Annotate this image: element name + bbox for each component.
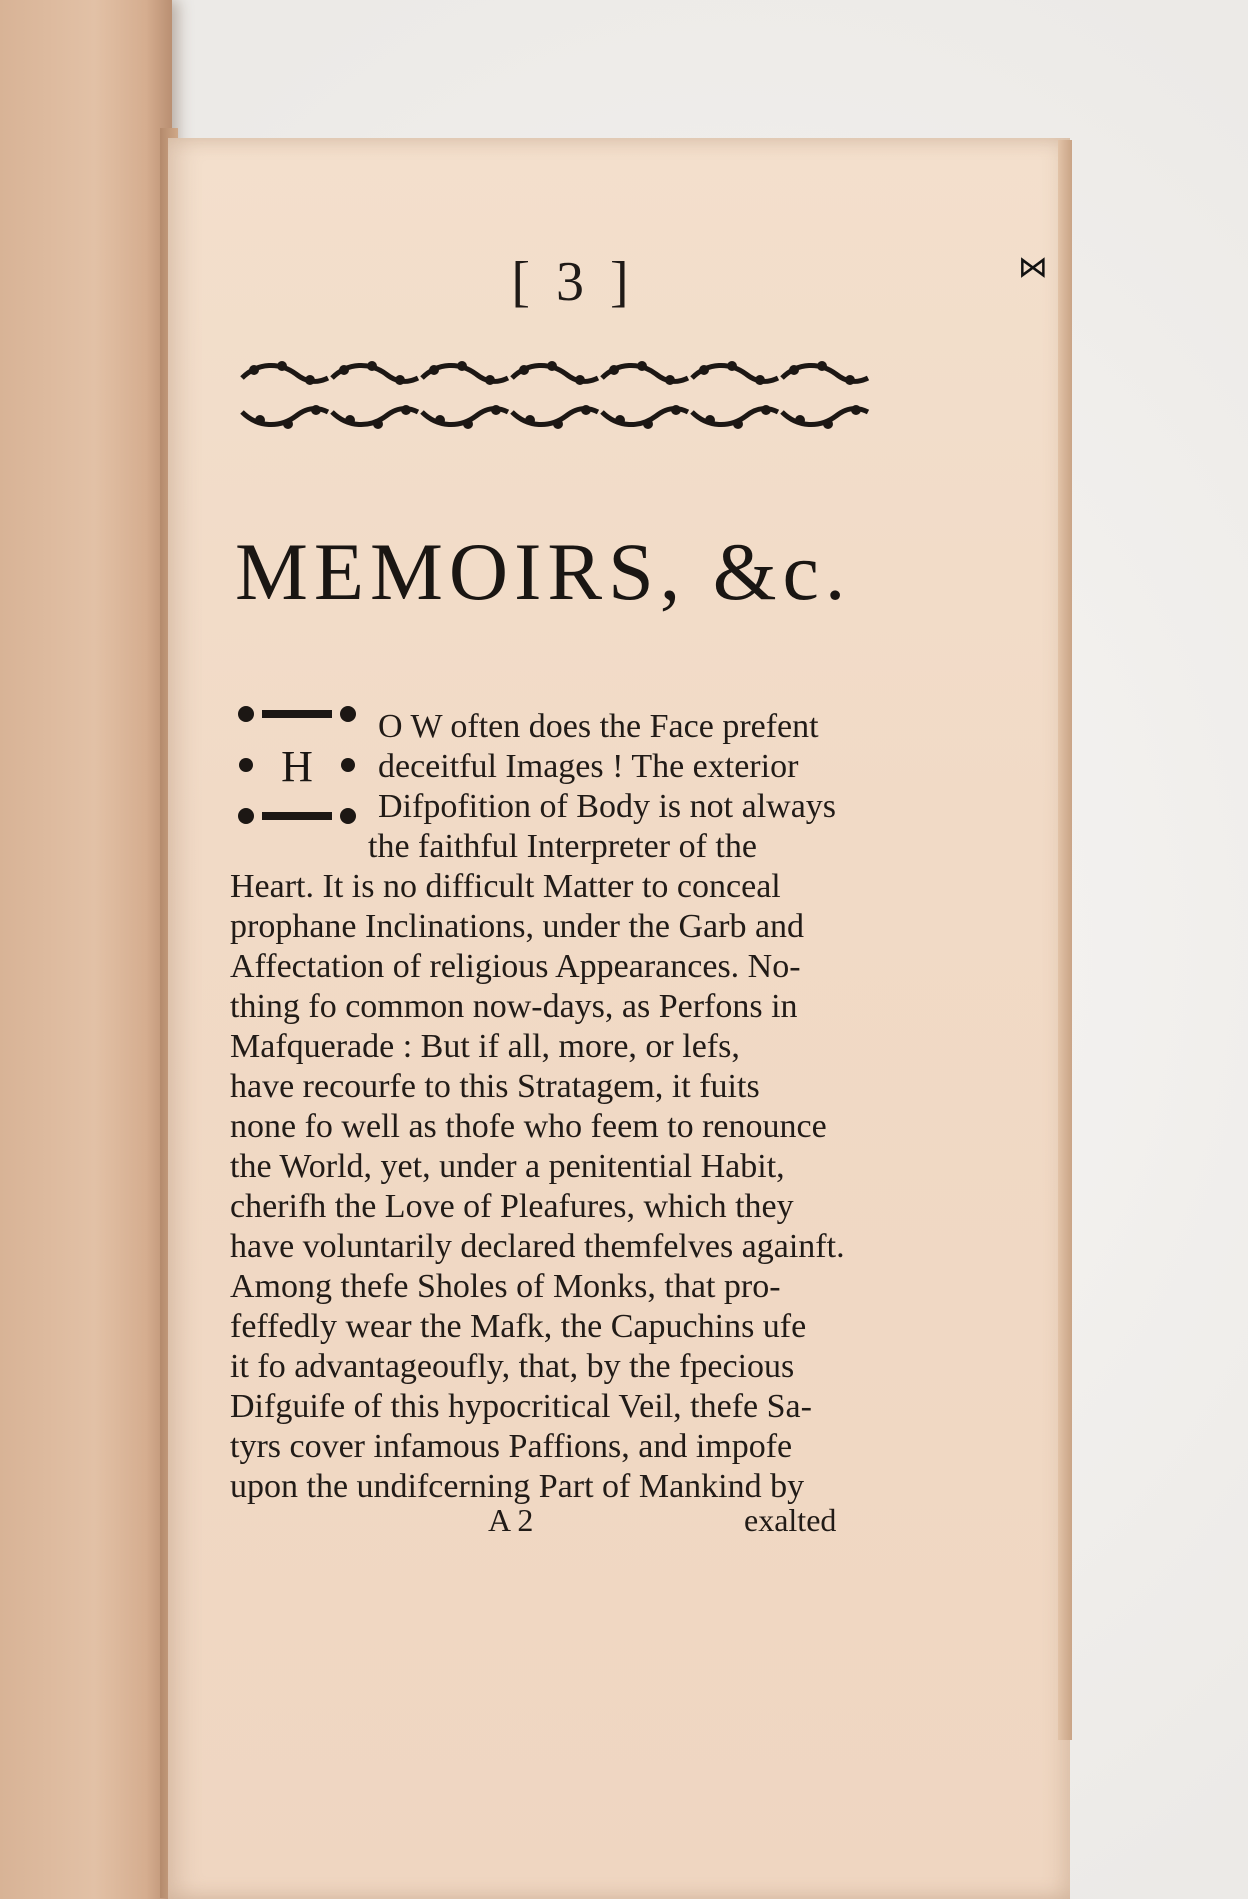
text-line: thing fo common now-days, as Perfons in — [230, 988, 798, 1025]
text-line: upon the undifcerning Part of Mankind by — [230, 1468, 805, 1505]
drop-cap-letter: H — [281, 742, 313, 791]
text-line: cherifh the Love of Pleafures, which they — [230, 1188, 794, 1225]
ornament-band — [240, 355, 870, 437]
text-line: Difpofition of Body is not always — [378, 788, 837, 825]
text-line: Mafquerade : But if all, more, or lefs, — [230, 1028, 740, 1065]
text-line: Among thefe Sholes of Monks, that pro- — [230, 1268, 781, 1305]
text-line: it fo advantageoufly, that, by the fpecious — [230, 1348, 795, 1385]
text-line: have voluntarily declared themfelves againft. — [230, 1228, 845, 1265]
left-page — [0, 0, 172, 1899]
text-line: Difguife of this hypocritical Veil, thefe Sa- — [230, 1388, 812, 1425]
signature-mark: A 2 — [488, 1502, 534, 1538]
text-line: deceitful Images ! The exterior — [378, 748, 799, 785]
catchword: exalted — [744, 1502, 837, 1538]
text-line: none fo well as thofe who feem to renounce — [230, 1108, 827, 1145]
page-edge — [1058, 140, 1072, 1740]
page-number: [ 3 ] — [511, 251, 635, 313]
text-line: Affectation of religious Appearances. No- — [230, 948, 801, 985]
text-line: the World, yet, under a penitential Habit, — [230, 1148, 785, 1185]
chapter-title: MEMOIRS, &c. — [235, 526, 852, 617]
text-line: feffedly wear the Mafk, the Capuchins ufe — [230, 1308, 807, 1345]
text-line: tyrs cover infamous Paffions, and impofe — [230, 1428, 793, 1465]
text-line: Heart. It is no difficult Matter to conceal — [230, 868, 781, 905]
text-line: O W often does the Face prefent — [378, 708, 819, 745]
text-line: have recourfe to this Stratagem, it fuits — [230, 1068, 760, 1105]
ink-mark-icon: ⋈ — [1018, 250, 1048, 285]
text-line: prophane Inclinations, under the Garb and — [230, 908, 805, 945]
text-line: the faithful Interpreter of the — [368, 828, 757, 865]
